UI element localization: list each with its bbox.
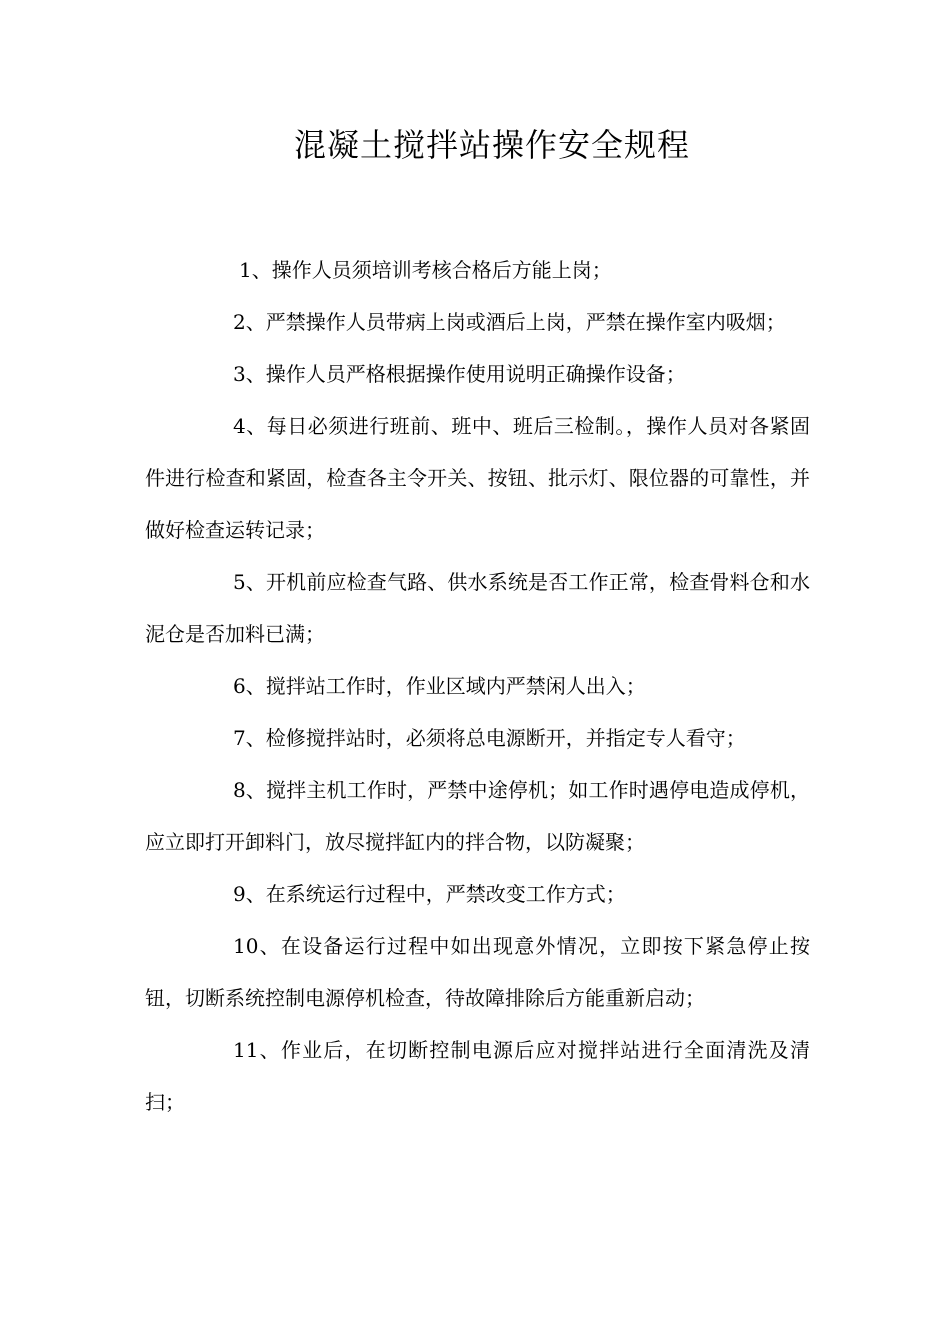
rule-item-11: 11、作业后，在切断控制电源后应对搅拌站进行全面清洗及清扫； — [145, 1038, 810, 1114]
document-body — [145, 244, 810, 1128]
document-title: 混凝土搅拌站操作安全规程 — [293, 126, 690, 164]
rule-item-5: 5、开机前应检查气路、供水系统是否工作正常，检查骨料仓和水泥仓是否加料已满； — [145, 570, 810, 646]
rule-item-6: 6、搅拌站工作时，作业区域内严禁闲人出入； — [233, 674, 646, 698]
rule-item-1: 1、操作人员须培训考核合格后方能上岗； — [239, 258, 612, 282]
rule-item-3: 3、操作人员严格根据操作使用说明正确操作设备； — [233, 362, 686, 386]
rule-item-8: 8、搅拌主机工作时，严禁中途停机；如工作时遇停电造成停机，应立即打开卸料门，放尽搅拌缸内的拌合物，以防凝聚； — [145, 778, 810, 854]
rule-item-4: 4、每日必须进行班前、班中、班后三检制。，操作人员对各紧固件进行检查和紧固，检查各主令开关、按钮、批示灯、限位器的可靠性，并做好检查运转记录； — [145, 414, 810, 542]
rule-item-7: 7、检修搅拌站时，必须将总电源断开，并指定专人看守； — [233, 726, 746, 750]
rule-item-2: 2、严禁操作人员带病上岗或酒后上岗，严禁在操作室内吸烟； — [233, 310, 786, 334]
rule-item-9: 9、在系统运行过程中，严禁改变工作方式； — [233, 882, 626, 906]
rule-item-10: 10、在设备运行过程中如出现意外情况，立即按下紧急停止按钮，切断系统控制电源停机检查，待故障排除后方能重新启动； — [145, 934, 810, 1010]
